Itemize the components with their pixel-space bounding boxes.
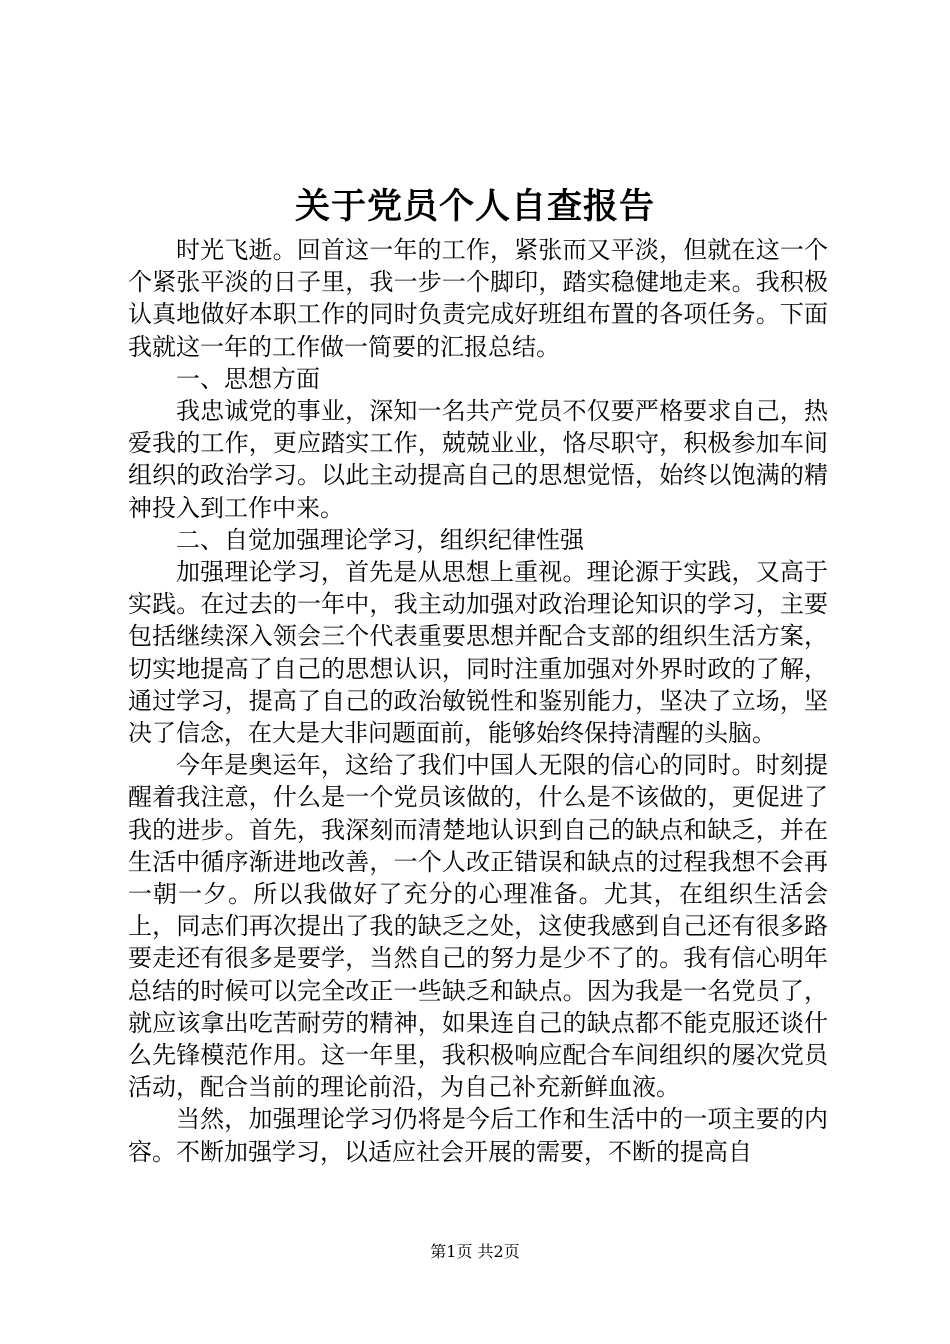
section-heading-thought: 一、思想方面	[176, 364, 320, 393]
paragraph-olympics: 今年是奥运年，这给了我们中国人无限的信心的同时。时刻提醒着我注意，什么是一个党员该做的，什么是不该做的，更促进了我的进步。首先，我深刻而清楚地认识到自己的缺点和缺乏，并在生活中循序渐进地改善，一个人改正错误和缺点的过程我想不会再一朝一夕。所以我做好了充分的心理准备。尤其，在组织生活会上，同志们再次提出了我的缺乏之处，这使我感到自己还有很多路要走还有很多是要学，当然自己的努力是少不了的。我有信心明年总结的时候可以完全改正一些缺乏和缺点。因为我是一名党员了，就应该拿出吃苦耐劳的精神，如果连自己的缺点都不能克服还谈什么先锋模范作用。这一年里，我积极响应配合车间组织的屡次党员活动，配合当前的理论前沿，为自己补充新鲜血液。	[128, 751, 828, 1102]
paragraph-thought: 我忠诚党的事业，深知一名共产党员不仅要严格要求自己，热爱我的工作，更应踏实工作，兢兢业业，恪尽职守，积极参加车间组织的政治学习。以此主动提高自己的思想觉悟，始终以饱满的精神投入到工作中来。	[128, 397, 828, 522]
paragraph-theory: 加强理论学习，首先是从思想上重视。理论源于实践，又高于实践。在过去的一年中，我主动加强对政治理论知识的学习，主要包括继续深入领会三个代表重要思想并配合支部的组织生活方案，切实地提高了自己的思想认识，同时注重加强对外界时政的了解，通过学习，提高了自己的政治敏锐性和鉴别能力，坚决了立场，坚决了信念，在大是大非问题面前，能够始终保持清醒的头脑。	[128, 558, 828, 748]
section-heading-theory: 二、自觉加强理论学习，组织纪律性强	[176, 525, 584, 554]
paragraph-intro: 时光飞逝。回首这一年的工作，紧张而又平淡，但就在这一个个紧张平淡的日子里，我一步一个脚印，踏实稳健地走来。我积极认真地做好本职工作的同时负责完成好班组布置的各项任务。下面我就这一年的工作做一简要的汇报总结。	[128, 236, 828, 361]
document-title: 关于党员个人自查报告	[294, 187, 655, 227]
document-body	[128, 234, 828, 1168]
paragraph-conclusion: 当然，加强理论学习仍将是今后工作和生活中的一项主要的内容。不断加强学习，以适应社会开展的需要，不断的提高自	[128, 1105, 828, 1166]
page-footer: 第1页 共2页	[430, 1242, 520, 1261]
